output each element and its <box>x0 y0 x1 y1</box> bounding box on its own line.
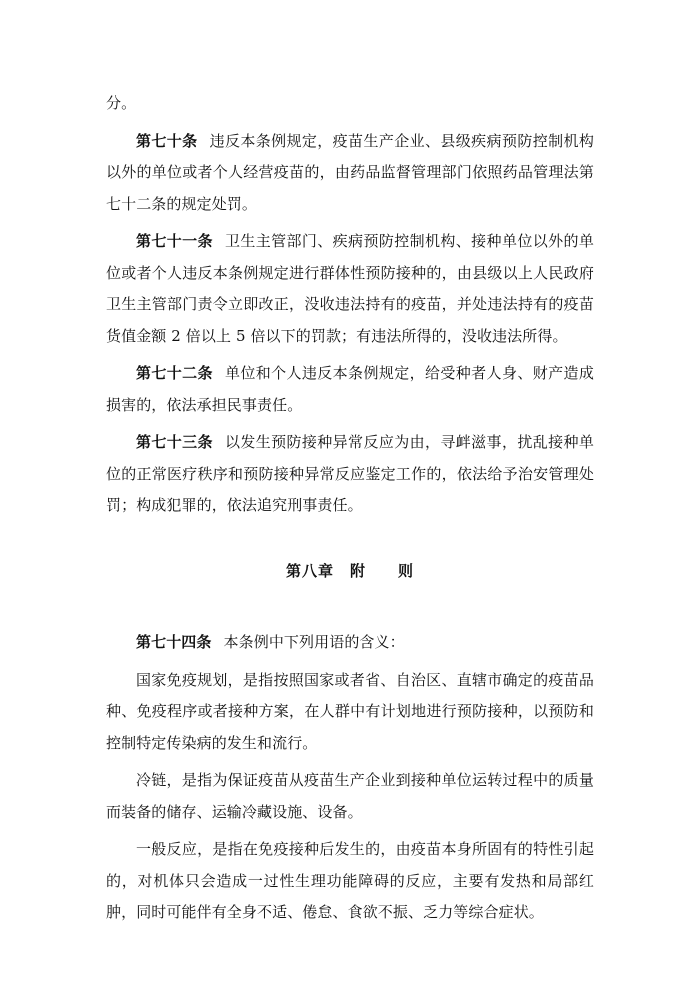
definition-national-immunization-plan <box>106 665 594 760</box>
article-heading: 第七十四条 <box>136 633 212 651</box>
document-body <box>106 88 594 935</box>
article-text: 卫生主管部门、疾病预防控制机构、接种单位以外的单位或者个人违反本条例规定进行群体性预防接种的，由县级以上人民政府卫生主管部门责令立即改正，没收违法持有的疫苗，并处违法持有的疫苗货值金额 2 倍以上 5 倍以下的罚款；有违法所得的，没收违法所得。 <box>106 232 594 345</box>
chapter-heading: 第八章 附 则 <box>285 561 414 580</box>
paragraph-continuation <box>106 88 594 120</box>
article-text: 违反本条例规定，疫苗生产企业、县级疾病预防控制机构以外的单位或者个人经营疫苗的，由药品监督管理部门依照药品管理法第七十二条的规定处罚。 <box>106 131 594 213</box>
article-71 <box>106 226 594 352</box>
article-heading: 第七十条 <box>136 131 198 150</box>
definition-text: 冷链，是指为保证疫苗从疫苗生产企业到接种单位运转过程中的质量而装备的储存、运输冷藏设施、设备。 <box>106 771 594 821</box>
definition-general-reaction <box>106 834 594 929</box>
definition-text: 一般反应，是指在免疫接种后发生的，由疫苗本身所固有的特性引起的，对机体只会造成一过性生理功能障碍的反应，主要有发热和局部红肿，同时可能伴有全身不适、倦怠、食欲不振、乏力等综合症状。 <box>106 840 594 921</box>
article-74 <box>106 627 594 659</box>
article-73 <box>106 427 594 522</box>
article-text: 单位和个人违反本条例规定，给受种者人身、财产造成损害的，依法承担民事责任。 <box>106 364 594 414</box>
article-text: 本条例中下列用语的含义： <box>223 633 405 651</box>
paragraph-text: 分。 <box>106 94 137 112</box>
definition-cold-chain <box>106 765 594 828</box>
article-heading: 第七十三条 <box>136 433 213 451</box>
article-70 <box>106 126 594 221</box>
article-text: 以发生预防接种异常反应为由，寻衅滋事，扰乱接种单位的正常医疗秩序和预防接种异常反应鉴定工作的，依法给予治安管理处罚；构成犯罪的，依法追究刑事责任。 <box>106 433 594 514</box>
article-72 <box>106 358 594 421</box>
definition-text: 国家免疫规划，是指按照国家或者省、自治区、直辖市确定的疫苗品种、免疫程序或者接种方案，在人群中有计划地进行预防接种，以预防和控制特定传染病的发生和流行。 <box>106 670 594 752</box>
article-heading: 第七十二条 <box>136 364 213 382</box>
article-heading: 第七十一条 <box>136 232 213 250</box>
